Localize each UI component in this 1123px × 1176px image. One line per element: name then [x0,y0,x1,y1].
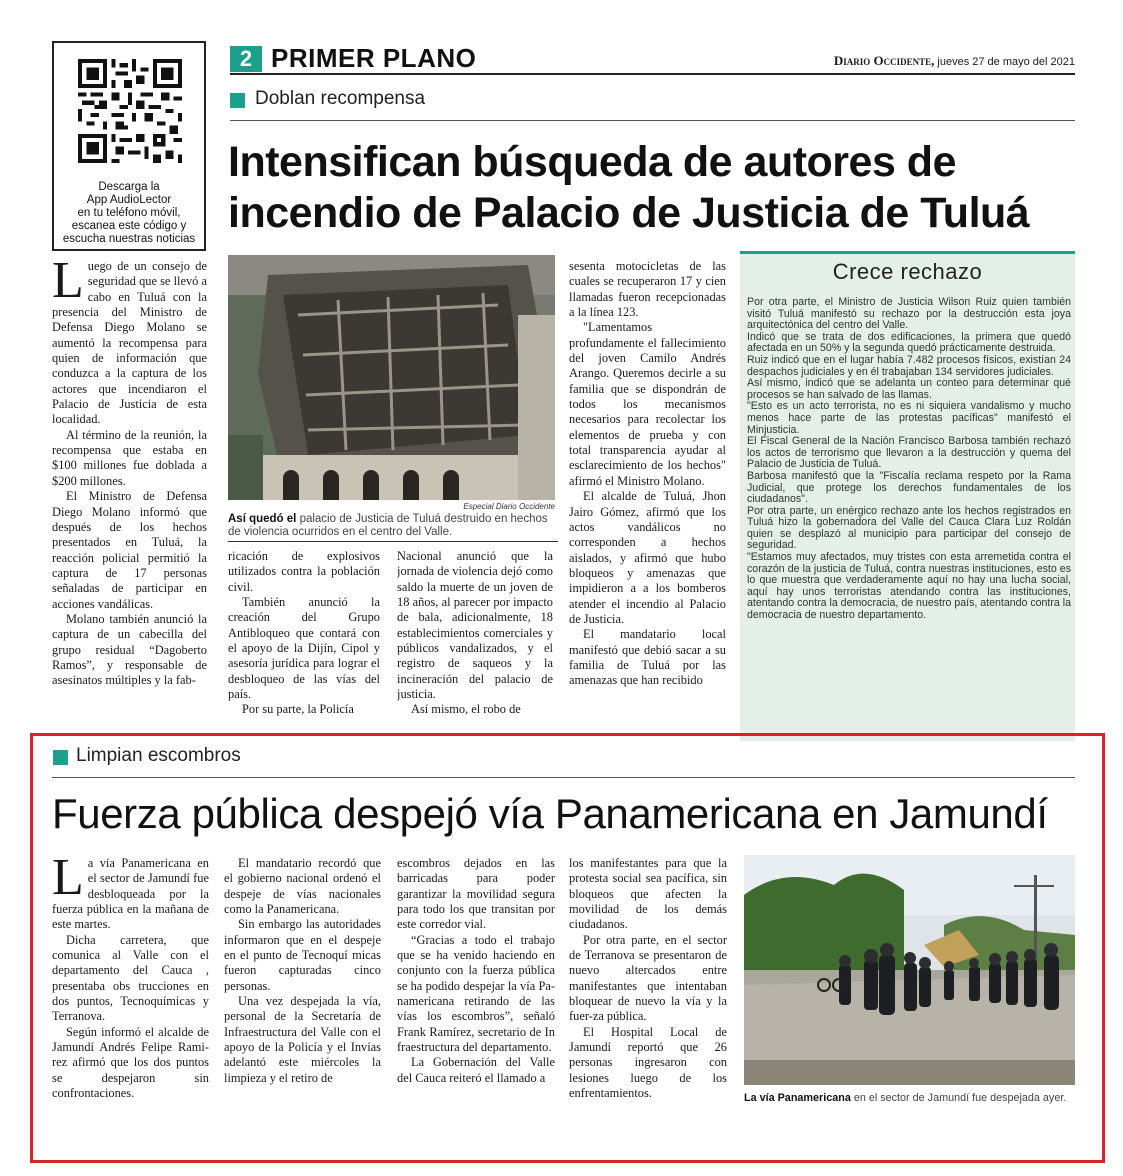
sidebar-paragraph: Por otra parte, el Ministro de Justicia Wilson Ruiz quien también visitó Tuluá manifestó su rechazo por la destrucción esta joya arquitectónica del centro del Valle. [747,296,1071,332]
paragraph: Por otra parte, en el sector de Terranova se presentaron de nuevo altercados entre manifestantes que intentaban bloquear de nuevo la vía y la fuer-za pública. [569,932,727,1024]
paper-name: Diario Occidente, [833,53,935,68]
burned-building-image [228,255,555,500]
sidebar-paragraph: "Esto es un acto terrorista, no es ni siquiera vandalismo y mucho menos hace parte de las protestas pacíficas" manifestó el Minjusticia. [747,400,1071,436]
sidebar-paragraph: Ruiz indicó que en el lugar había 7.482 procesos físicos, existían 24 despachos judiciales y en él trabajaban 134 servidores judiciales. [747,353,1071,378]
paragraph: escombros dejados en las barricadas para poder garantizar la movilidad segura para todo los que transitan por este corredor vial. [397,856,555,932]
caption-text: en el sector de Jamundí fue despejada ayer. [850,1092,1067,1104]
paragraph: Dicha carretera, que comunica al Valle con el departamento del Cauca , presentaba obs trucciones en dos puntos, Tecnoquímicas y Terranova. [52,932,209,1024]
qr-caption [54,181,204,246]
caption-bold: Así quedó el [228,513,297,525]
sidebar-paragraph: Barbosa manifestó que la "Fiscalía reclama respeto por la Rama Judicial, que protege los derechos fundamentales de los ciudadanos". [747,469,1071,506]
audiolector-promo-box [52,41,206,251]
caption-rule [228,541,558,542]
page-number: 2 [230,46,262,72]
paragraph: Molano también anunció la captura de un cabecilla del grupo residual “Dagoberto Ramos”, y responsable de asesinatos múltiples y la fab- [52,611,207,688]
qr-caption-line: escanea este código y [71,220,187,232]
paragraph [52,856,209,933]
paragraph: ricación de explosivos utilizados contra la población civil. [228,549,380,594]
article1-column-1 [52,259,207,736]
sidebar-title: Crece rechazo [832,259,983,284]
paragraph-text: a vía Panamericana en el sector de Jamundí fue desbloqueada por la fuerza pública en la mañana de este martes. [52,856,209,932]
palace-fire-photo [228,255,555,500]
kicker-square [230,93,245,108]
paper-meta [700,53,1075,69]
paragraph: El alcalde de Tuluá, Jhon Jairo Gómez, afirmó que los actos vandálicos no corresponden a hechos aislados, y afirmó que hubo bloqueos y amenazas que impidieron a a los bomberos atender el incendio al Palacio de Justicia. [569,489,726,626]
qr-caption-line: escucha nuestras noticias [62,233,196,245]
article2-column-1 [52,856,209,1131]
kicker-square [53,750,68,765]
paragraph: También anunció la creación del Grupo Antibloqueo que contará con el apoyo de la Dijín, Cipol y asesoría jurídica para lograr el desbloqueo de las vías del país. [228,595,380,702]
paragraph: La Gobernación del Valle del Cauca reiteró el llamado a [397,1055,555,1085]
paragraph [52,259,207,428]
paragraph: El mandatario recordó que el gobierno nacional ordenó el despeje de vías nacionales como la Panamericana. [224,856,381,917]
paragraph: El Hospital Local de Jamundí reportó que 26 personas ingresaron con lesiones luego de los enfrentamientos. [569,1024,727,1101]
crece-rechazo-box [740,251,1075,741]
caption-bold: La vía Panamericana [744,1092,851,1104]
kicker-rule [230,120,1075,121]
issue-date: jueves 27 de mayo del 2021 [937,56,1075,68]
caption-text: palacio de Justicia de Tuluá destruido en hechos de violencia ocurridos en el centro del Valle. [228,513,548,538]
article2-column-2 [224,856,381,1131]
paragraph: El mandatario local manifestó que debió sacar a su familia de Tuluá por las amenazas que han recibido [569,627,726,688]
sidebar-paragraph: "Estamos muy afectados, muy tristes con esta arremetida contra el corazón de la justicia de Tuluá, contra nuestras instituciones, esto es lo que muestra que verdaderamente aquí no hay una lucha social, aquí hay unos terroristas atendando contra las instituciones, atentando contra la democracia, de nuestro país, atentando contra la democracia de nuestro departamento. [747,551,1071,622]
article2-column-3 [397,856,555,1131]
kicker-rule [52,777,1075,778]
header-rule [230,73,1075,75]
paragraph: Por su parte, la Policía [242,702,354,717]
paragraph: “Gracias a todo el trabajo que se ha venido haciendo en conjunto con la fuerza pública se ha podido despejar la vía Pa-namericana retirando de las vías los escombros”, señaló Frank Ramírez, secretario de In fraestructura del departamento. [397,932,555,1055]
qr-caption-line: Descarga la [98,181,160,193]
paragraph-text: uego de un consejo de seguridad que se llevó a cabo en Tuluá con la presencia del Ministro de Defensa Diego Molano se aumentó la recompensa para quien de información que conduzca a la captura de los actores que incendiaron el Palacio de Justicia de esta localidad. [52,259,207,427]
paragraph: Así mismo, el robo de [411,702,521,717]
paragraph: El Ministro de Defensa Diego Molano informó que después de los hechos presentados en Tuluá, la reacción policial permitió la captura de 17 personas señaladas de participar en acciones vandálicas. [52,489,207,611]
article1-column-3 [397,549,553,736]
article2-headline: Fuerza pública despejó vía Panamericana en Jamundí [52,790,1048,837]
photo1-caption [228,513,558,539]
paragraph: Nacional anunció que la jornada de violencia dejó como saldo la muerte de un joven de 18 años, al parecer por impacto de bala, adicionalmente, 18 establecimientos comerciales y públicos vandalizados, y el registro de saqueos y la incineración del palacio de justicia. [397,549,553,702]
dropcap: L [52,259,84,309]
sidebar-paragraph: Así mismo, indicó que se adelanta un conteo para determinar qué procesos se han salvado de las llamas. [747,377,1071,401]
sidebar-paragraph: Por otra parte, un enérgico rechazo ante los hechos registrados en Tuluá hizo la gobernadora del Valle del Cauca Clara Luz Roldán quien se desplazó al municipio para participar del consejo de seguridad. [747,504,1071,552]
police-on-road-image [744,855,1075,1085]
photo2-caption [744,1092,1075,1105]
section-title: PRIMER PLANO [271,43,477,73]
sidebar-paragraph: Indicó que se trata de dos edificaciones, la primera que quedó afectada en un 50% y la segunda quedó prácticamente destruida. [747,330,1071,355]
paragraph: Sin embargo las autoridades informaron que en el despeje en el punto de Tecnoquí micas fueron capturadas cinco personas. [224,917,381,993]
paragraph: sesenta motocicletas de las cuales se recuperaron 17 y cien llamadas fueron recepcionadas a la línea 123. [569,259,726,320]
article2-kicker: Limpian escombros [76,745,241,766]
paragraph: Según informó el alcalde de Jamundí Andrés Felipe Rami-rez afirmó que los dos puntos se despejaron sin confrontaciones. [52,1024,209,1101]
qr-code[interactable] [78,59,182,163]
dropcap: L [52,856,84,906]
article2-column-4 [569,856,727,1131]
sidebar-text [747,297,1071,622]
sidebar-paragraph: El Fiscal General de la Nación Francisco Barbosa también rechazó los actos de terrorismo que llevaron a la destrucción y quema del Palacio de Justicia de Tuluá. [747,435,1071,471]
article1-column-2 [228,549,380,736]
article1-kicker: Doblan recompensa [255,88,426,109]
paragraph: "Lamentamos profundamente el fallecimiento del joven Camilo Andrés Arango. Queremos decirle a su familia que se dispondrán de todos los mecanismos necesarios para recolectar los elementos de prueba y con total transparencia ayudar al esclarecimiento de los hechos" afirmó el Ministro Molano. [569,320,726,488]
panamericana-photo [744,855,1075,1085]
qr-caption-line: App AudioLector [86,194,172,206]
article1-column-4 [569,259,726,736]
qr-caption-line: en tu teléfono móvil, [77,207,181,219]
paragraph: Una vez despejada la vía, personal de la Secretaría de Infraestructura del Valle con el apoyo de la Policía y el Invías adelantó este miércoles la limpieza y el retiro de [224,994,381,1085]
paragraph: los manifestantes para que la protesta social sea pacífica, sin bloqueos que afecten la movilidad de los demás ciudadanos. [569,856,727,932]
paragraph: Al término de la reunión, la recompensa que estaba en $100 millones fue doblada a $200 millones. [52,427,207,488]
article1-headline: Intensifican búsqueda de autores de incendio de Palacio de Justicia de Tuluá [228,138,1030,237]
photo-credit: Especial Diario Occidente [463,502,555,511]
